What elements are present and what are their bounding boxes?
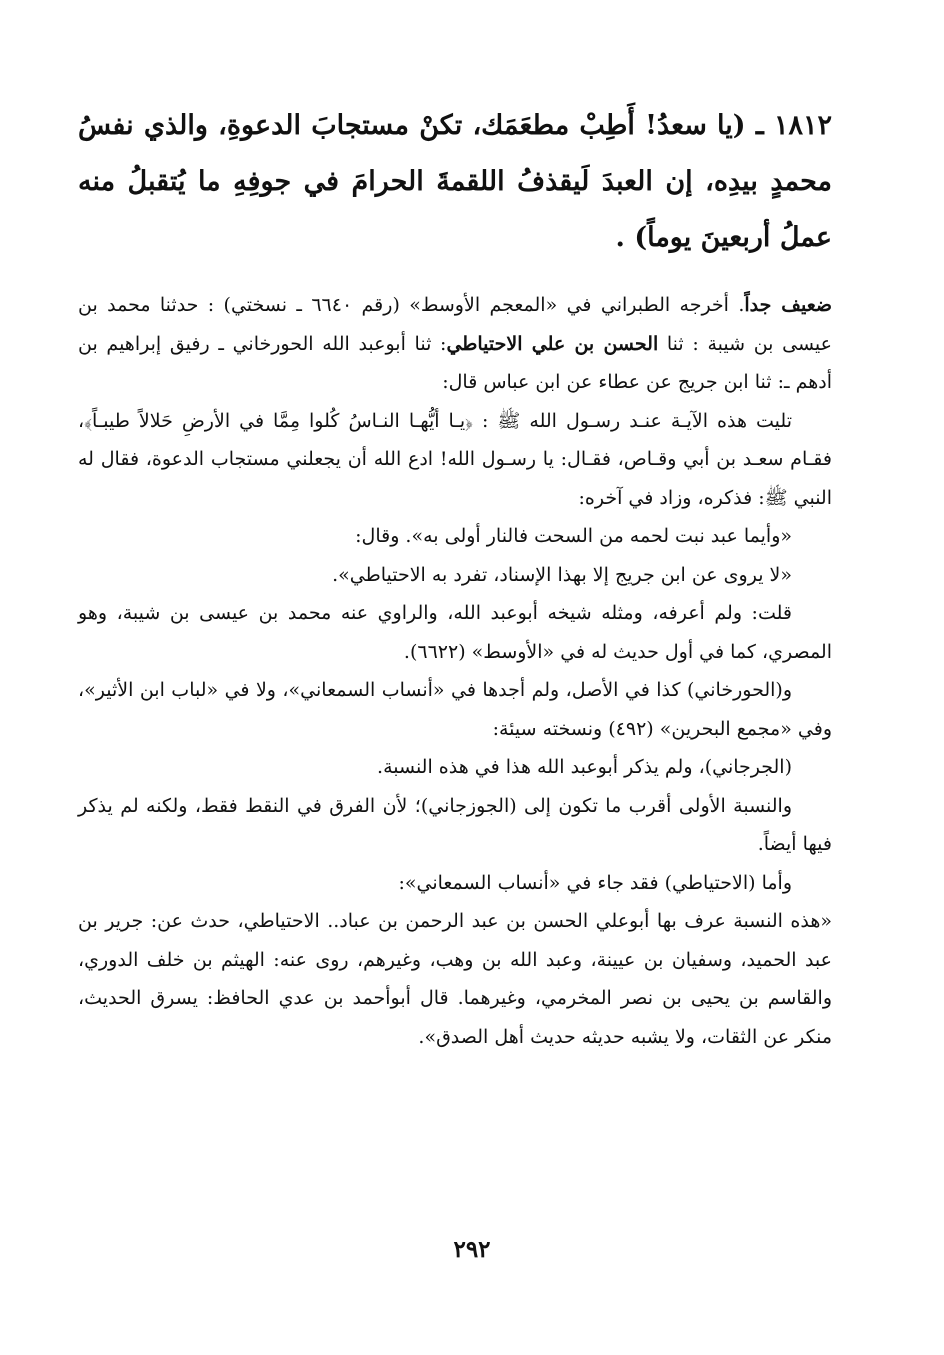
takhrij-text-2: : ثنا أبوعبد الله الحورخاني ـ رفيق إبراهيم بن أدهم ـ: ثنا ابن جريج عن عطاء عن ابن عباس قال: xyxy=(78,332,832,393)
paragraph-ihtiyati: وأما (الاحتياطي) فقد جاء في «أنساب السمعاني»: xyxy=(398,871,792,894)
paragraph-jawzajani: والنسبة الأولى أقرب ما تكون إلى (الجوزجاني)؛ لأن الفرق في النقط فقط، ولكنه لم يذكر فيها أيضاً. xyxy=(78,794,832,855)
paragraph-addition: «وأيما عبد نبت لحمه من السحت فالنار أولى به». وقال: xyxy=(355,525,792,547)
paragraph-quote-tabarani: «لا يروى عن ابن جريج إلا بهذا الإسناد، تفرد به الاحتياطي». xyxy=(332,563,792,586)
paragraph-jurjani: (الجرجاني)، ولم يذكر أبوعبد الله هذا في هذه النسبة. xyxy=(377,756,792,778)
paragraph-hurkhani: و(الحورخاني) كذا في الأصل، ولم أجدها في «أنساب السمعاني»، ولا في «لباب ابن الأثير»، وفي «مجمع البحرين» (٤٩٢) ونسخته سيئة: xyxy=(78,679,832,740)
page-number: ٢٩٢ xyxy=(453,1236,491,1263)
hadith-grade: ضعيف جداً xyxy=(744,294,832,316)
commentary xyxy=(78,286,832,1056)
page-content xyxy=(78,98,832,1056)
hadith-text: ١٨١٢ ـ (يا سعدُ! أَطِبْ مطعَمَك، تكنْ مستجابَ الدعوةِ، والذي نفسُ محمدٍ بيدِه، إن العبدَ لَيقذفُ اللقمةَ الحرامَ في جوفِهِ ما يُتقبلُ منه عملُ أربعينَ يوماً) . xyxy=(78,110,832,253)
paragraph-ansab-quote: «هذه النسبة عرف بها أبوعلي الحسن بن عبد الرحمن بن عباد.. الاحتياطي، حدث عن: جرير بن عبد الحميد، وسفيان بن عيينة، وعبد الله بن وهب، وغيرهم، روى عنه: الهيثم بن خلف الدوري، والقاسم بن يحيى بن نصر المخرمي، وغيرهما. قال أبوأحمد بن عدي الحافظ: يسرق الحديث، منكر عن الثقات، ولا يشبه حديثه حديث أهل الصدق». xyxy=(78,910,832,1048)
paragraph-comment: قلت: ولم أعرفه، ومثله شيخه أبوعبد الله، والراوي عنه محمد بن عيسى بن شيبة، وهو المصري، كما في أول حديث له في «الأوسط» (٦٦٢٢). xyxy=(78,602,832,663)
paragraph-takhrij xyxy=(78,286,832,402)
paragraph-verse: تليت هذه الآيـة عنـد رسـول الله ﷺ : ﴿يـا أيُّهـا النـاسُ كُلوا مِمَّا في الأرضِ حَلالاً طيبـاً﴾، فقـام سعـد بن أبي وقـاص، فقـال: يا رسـول الله! ادع الله أن يجعلني مستجاب الدعوة، فقال له النبي ﷺ: فذكره، وزاد في آخره: xyxy=(78,409,832,509)
takhrij-text-1: . أخرجه الطبراني في «المعجم الأوسط» (رقم ٦٦٤٠ ـ نسختي) : حدثنا محمد بن عيسى بن شيبة : ثنا xyxy=(78,294,832,355)
narrator-name: الحسن بن علي الاحتياطي xyxy=(446,332,659,355)
